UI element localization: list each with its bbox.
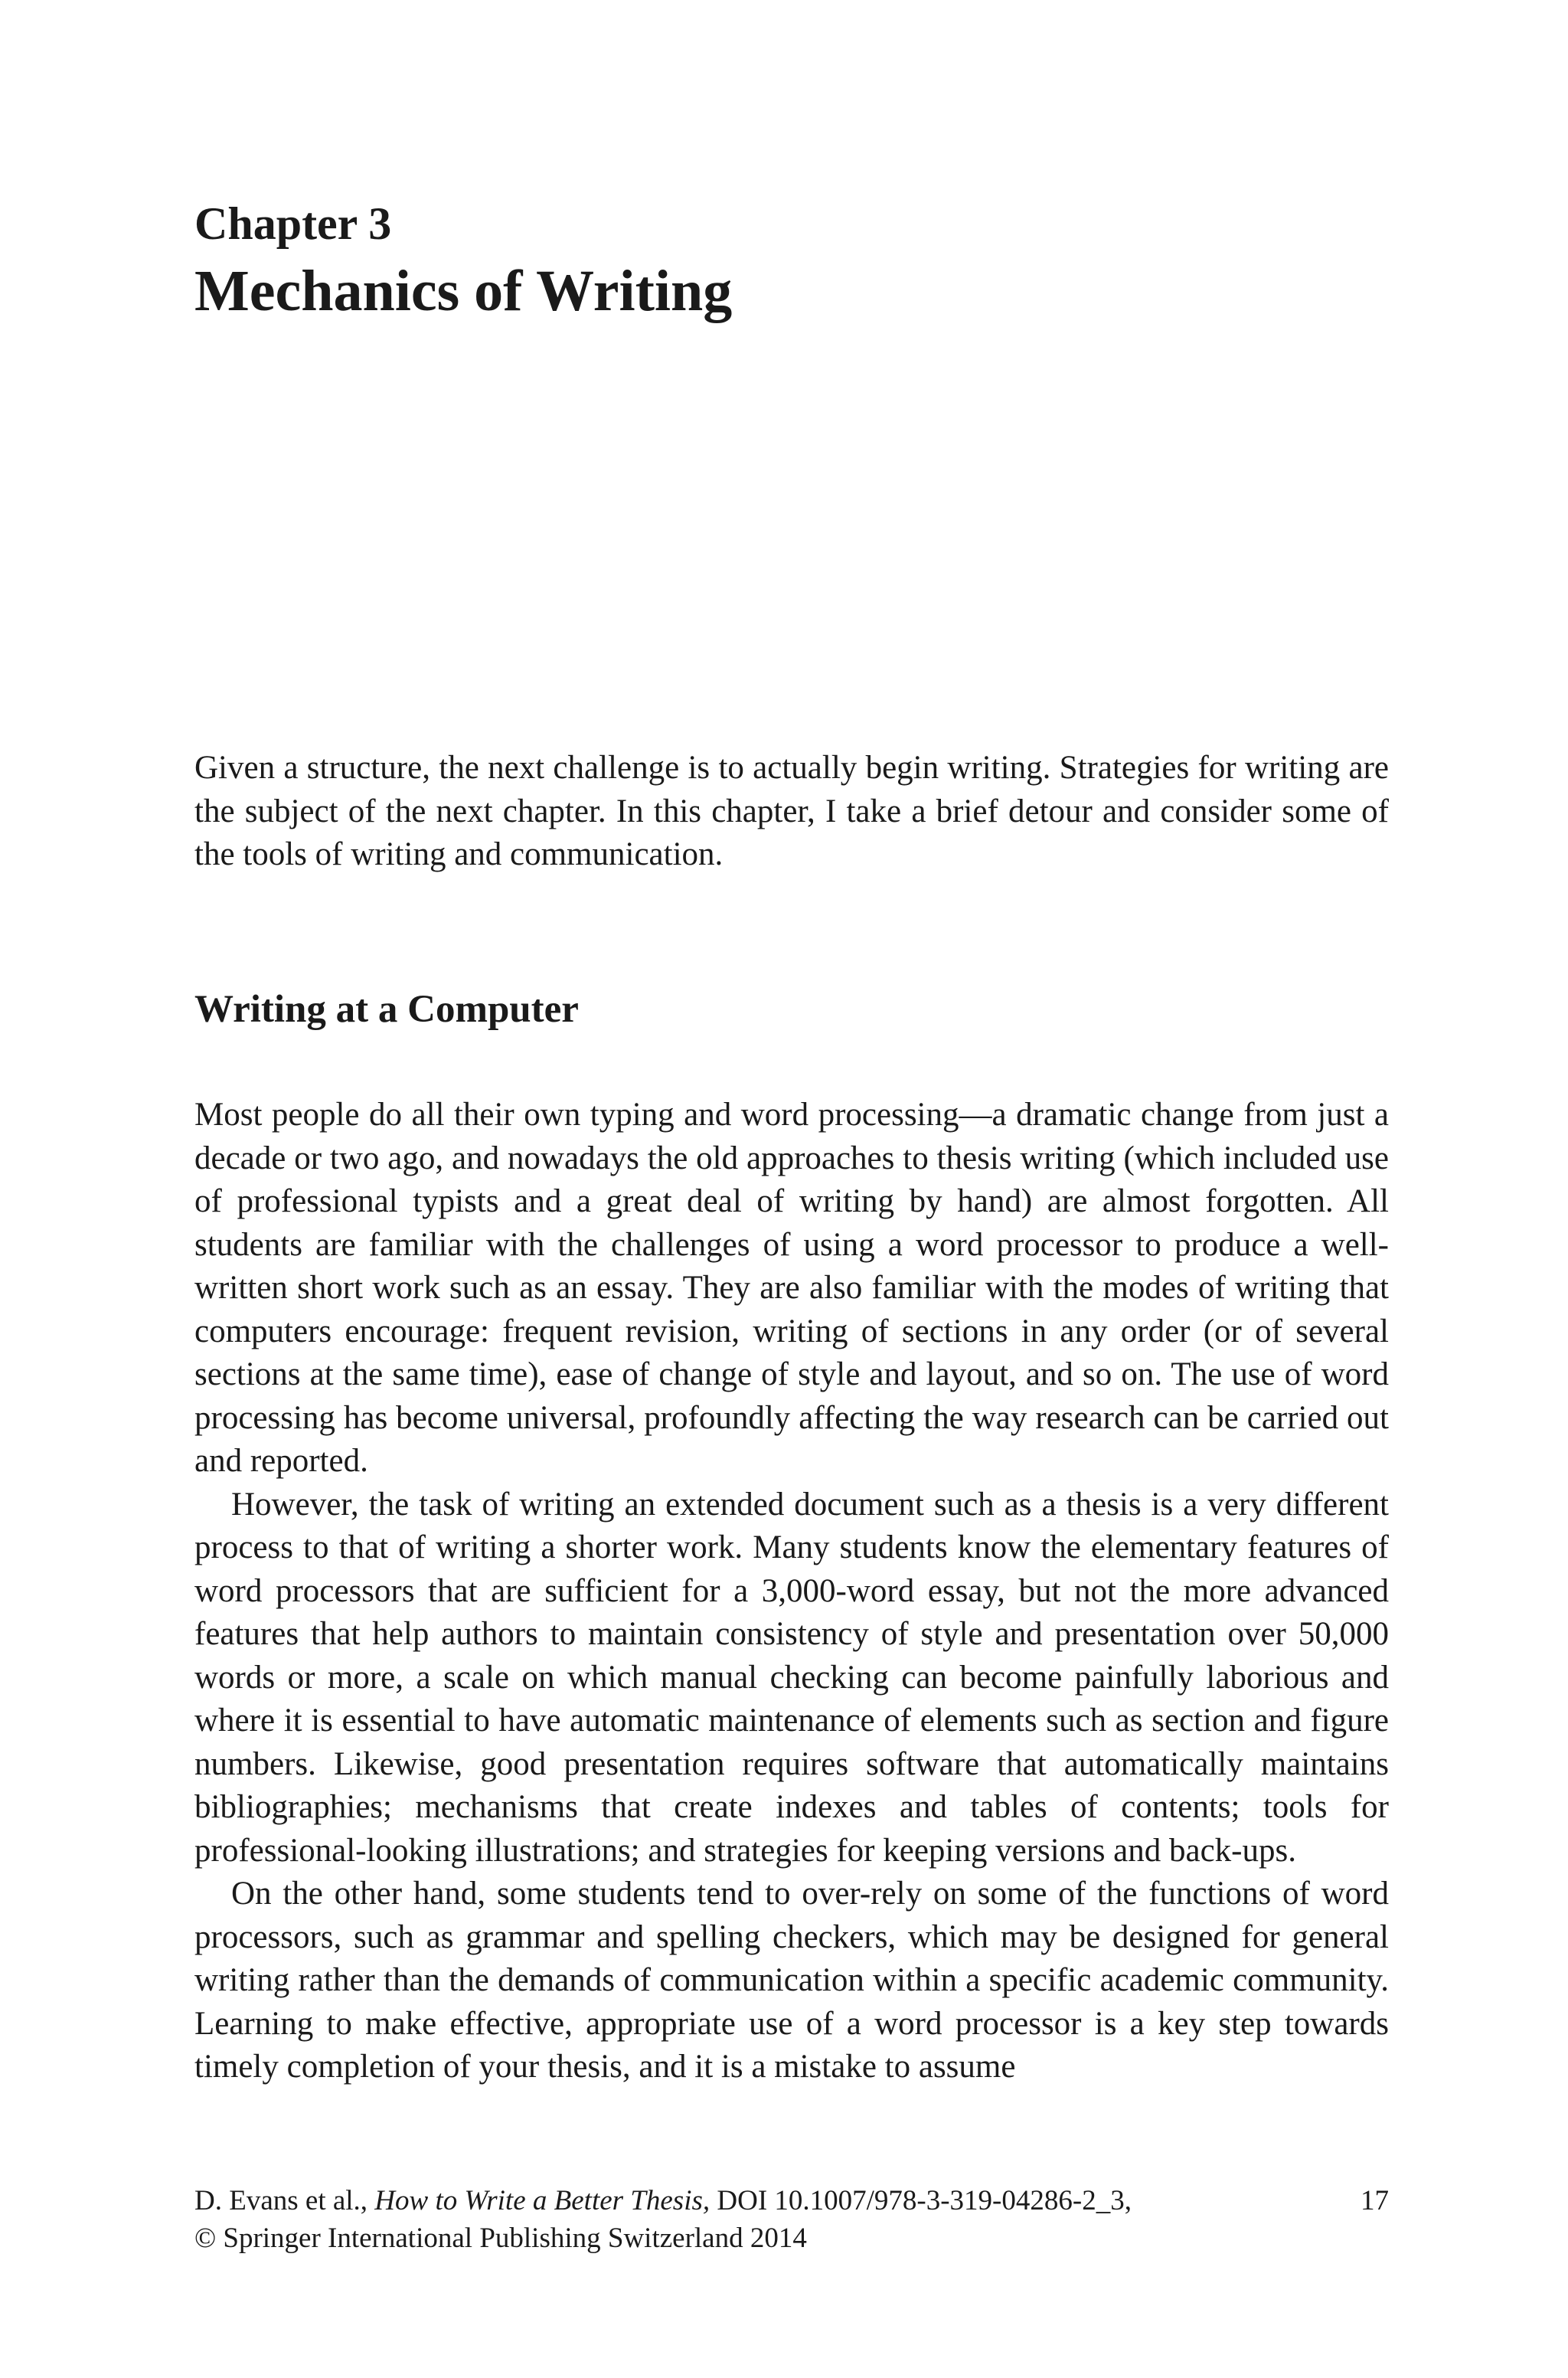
chapter-intro: Given a structure, the next challenge is to actually begin writing. Strategies for writing are the subject of the next chapter. In this chapter, I take a brief detour and consider some of the tools of writing and communication. [194,750,1389,872]
chapter-title: Mechanics of Writing [194,259,733,323]
footer-book-title: How to Write a Better Thesis, [374,2185,710,2216]
footer-doi: DOI 10.1007/978-3-319-04286-2_3, [717,2185,1132,2216]
footer-authors: D. Evans et al., [194,2185,368,2216]
paragraph-1: Most people do all their own typing and word processing—a dramatic change from just a decade or two ago, and nowadays the old approaches to thesis writing (which included use of professional typists and a great deal of writing by hand) are almost forgotten. All students are familiar with the challenges of using a word processor to produce a well-written short work such as an essay. They are also familiar with the modes of writing that computers encourage: frequent revision, writing of sections in any order (or of several sections at the same time), ease of change of style and layout, and so on. The use of word processing has become universal, profoundly affecting the way research can be carried out and reported. [194,1097,1389,1479]
page-number: 17 [1361,2185,1389,2216]
footer-copyright: © Springer International Publishing Switzerland 2014 [194,2223,807,2254]
page-footer [194,2182,1389,2257]
section-heading: Writing at a Computer [194,988,579,1031]
section-body [194,1094,1389,2089]
paragraph-3: On the other hand, some students tend to over-rely on some of the functions of word processors, such as grammar and spelling checkers, which may be designed for general writing rather than the demands of communication within a specific academic community. Learning to make effective, appropriate use of a word processor is a key step towards timely completion of your thesis, and it is a mistake to assume [194,1876,1389,2085]
citation-line [194,2182,1389,2219]
chapter-label: Chapter 3 [194,198,392,249]
paragraph-2: However, the task of writing an extended document such as a thesis is a very different process to that of writing a shorter work. Many students know the elementary features of word processors that are sufficient for a 3,000-word essay, but not the more advanced features that help authors to maintain consistency of style and presentation over 50,000 words or more, a scale on which manual checking can become painfully laborious and where it is essential to have automatic maintenance of elements such as section and figure numbers. Likewise, good presentation requires software that automatically maintains bibliographies; mechanisms that create indexes and tables of contents; tools for professional-looking illustrations; and strategies for keeping versions and back-ups. [194,1486,1389,1869]
